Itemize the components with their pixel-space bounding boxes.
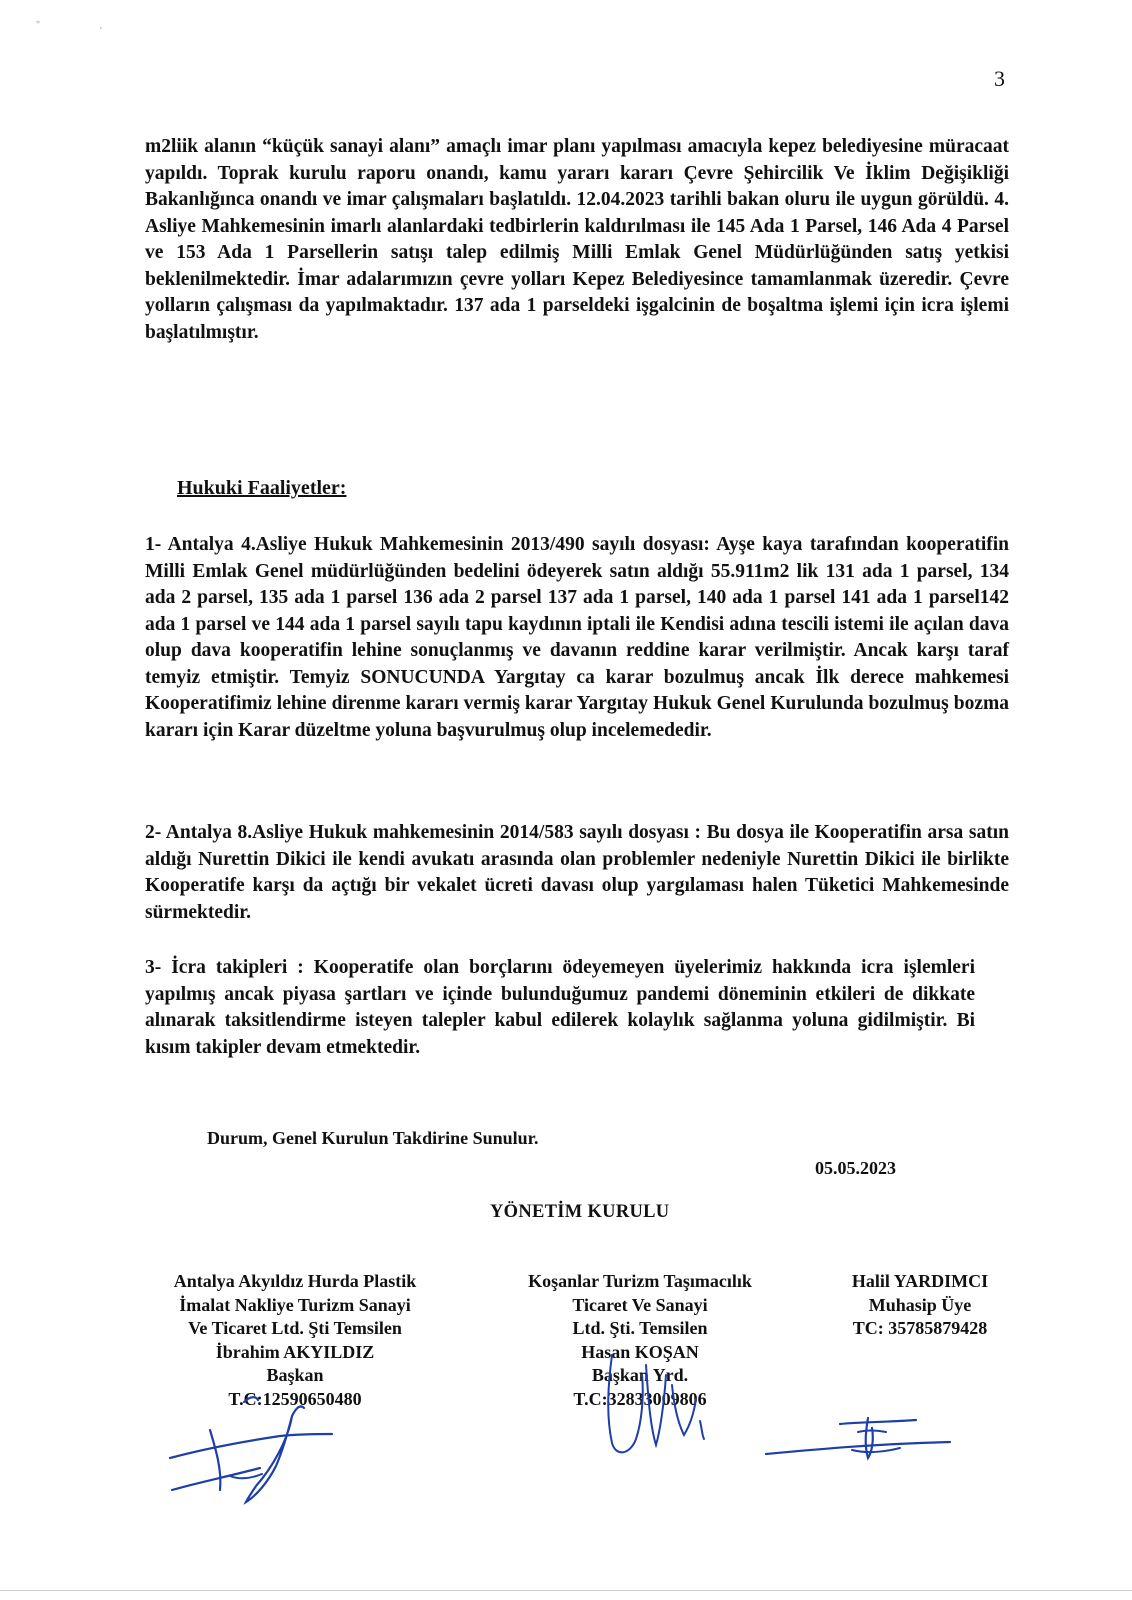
board-title: YÖNETİM KURULU (490, 1202, 670, 1222)
signatory-line: İbrahim AKYILDIZ (215, 1341, 375, 1362)
page-bottom-edge (0, 1590, 1132, 1591)
signatory-line: Koşanlar Turizm Taşımacılık (528, 1271, 752, 1291)
scan-speck: " (36, 20, 41, 31)
signature-vice-chairman-icon (590, 1335, 730, 1465)
signatory-line: Ltd. Şti. Temsilen (572, 1318, 708, 1338)
signatory-line: T.C:12590650480 (228, 1388, 362, 1409)
legal-item-2: 2- Antalya 8.Asliye Hukuk mahkemesinin 2014/583 sayılı dosyası : Bu dosya ile Kooperatifin arsa satın aldığı Nurettin Dikici ile kendi avukatı arasında olan problemler nedeniyle Nurettin Dikici ile birlikte Kooperatife karşı da açtığı bir vekalet ücreti davası olup yargılaması halen Tüketici Mahkemesinde sürmektedir. (145, 822, 1009, 923)
scan-speck: ' (100, 26, 102, 37)
signatory-line: Muhasip Üye (868, 1294, 972, 1315)
legal-section-heading: Hukuki Faaliyetler: (177, 477, 347, 499)
signature-chairman-icon (160, 1390, 340, 1510)
signatory-line: T.C:32833009806 (573, 1388, 707, 1409)
intro-paragraph: m2liik alanın “küçük sanayi alanı” amaçlı imar planı yapılması amacıyla kepez belediyesine müracaat yapıldı. Toprak kurulu raporu onandı, kamu yararı kararı Çevre Şehircilik Ve İklim Değişikliği Bakanlığınca onandı ve imar çalışmaları başlatıldı. 12.04.2023 tarihli bakan oluru ile uygun görüldü. 4. Asliye Mahkemesinin imarlı alanlardaki tedbirlerin kaldırılması ile 145 Ada 1 Parsel, 146 Ada 4 Parsel ve 153 Ada 1 Parsellerin satışı talep edilmiş Milli Emlak Genel Müdürlüğünden satış yetkisi beklenilmektedir. İmar adalarımızın çevre yolları Kepez Belediyesince tamamlanmak üzeredir. Çevre yolların çalışması da yapılmaktadır. 137 ada 1 parseldeki işgalcinin de boşaltma işlemi için icra işlemi başlatılmıştır. (145, 136, 1009, 343)
signature-treasurer-icon (760, 1410, 960, 1470)
signatory-line: İmalat Nakliye Turizm Sanayi (179, 1294, 411, 1315)
signatory-line: Halil YARDIMCI (851, 1271, 989, 1291)
signatory-line: Ticaret Ve Sanayi (572, 1294, 708, 1315)
signatory-line: TC: 35785879428 (852, 1318, 988, 1338)
legal-item-3: 3- İcra takipleri : Kooperatife olan borçlarını ödeyemeyen üyelerimiz hakkında icra işlemleri yapılmış ancak piyasa şartları ve içinde bulunduğumuz pandemi döneminin etkileri de dikkate alınarak taksitlendirme isteyen talepler kabul edilerek kolaylık sağlanma yoluna gidilmiştir. Bi kısım takipler devam etmektedir. (145, 957, 975, 1058)
closing-statement: Durum, Genel Kurulun Takdirine Sunulur. (207, 1128, 539, 1148)
signatory-line: Başkan (266, 1365, 324, 1385)
page-number: 3 (994, 66, 1005, 91)
signatory-line: Ve Ticaret Ltd. Şti Temsilen (188, 1318, 402, 1338)
legal-item-1: 1- Antalya 4.Asliye Hukuk Mahkemesinin 2013/490 sayılı dosyası: Ayşe kaya tarafından kooperatifin Milli Emlak Genel müdürlüğünden bedelini ödeyerek satın aldığı 55.911m2 lik 131 ada 1 parsel, 134 ada 2 parsel, 135 ada 1 parsel 136 ada 2 parsel 137 ada 1 parsel, 140 ada 1 parsel 141 ada 1 parsel142 ada 1 parsel ve 144 ada 1 parsel sayılı tapu kaydının iptali ile Kendisi adına tescili istemi ile açılan dava olup dava kooperatifin lehine sonuçlanmış ve davanın reddine karar verilmiştir. Ancak karşı taraf temyiz etmiştir. Temyiz SONUCUNDA Yargıtay ca karar bozulmuş ancak İlk derece mahkemesi Kooperatifimiz lehine direnme kararı vermiş karar Yargıtay Hukuk Genel Kurulunda bozulmuş bozma kararı için Karar düzeltme yoluna başvurulmuş olup incelemededir. (145, 534, 1009, 741)
signatory-line: Başkan Yrd. (591, 1365, 689, 1385)
signatory-line: Hasan KOŞAN (581, 1341, 699, 1362)
signatory-line: Antalya Akyıldız Hurda Plastik (173, 1271, 417, 1291)
document-date: 05.05.2023 (815, 1158, 896, 1178)
signatory-treasurer (815, 1270, 1025, 1341)
